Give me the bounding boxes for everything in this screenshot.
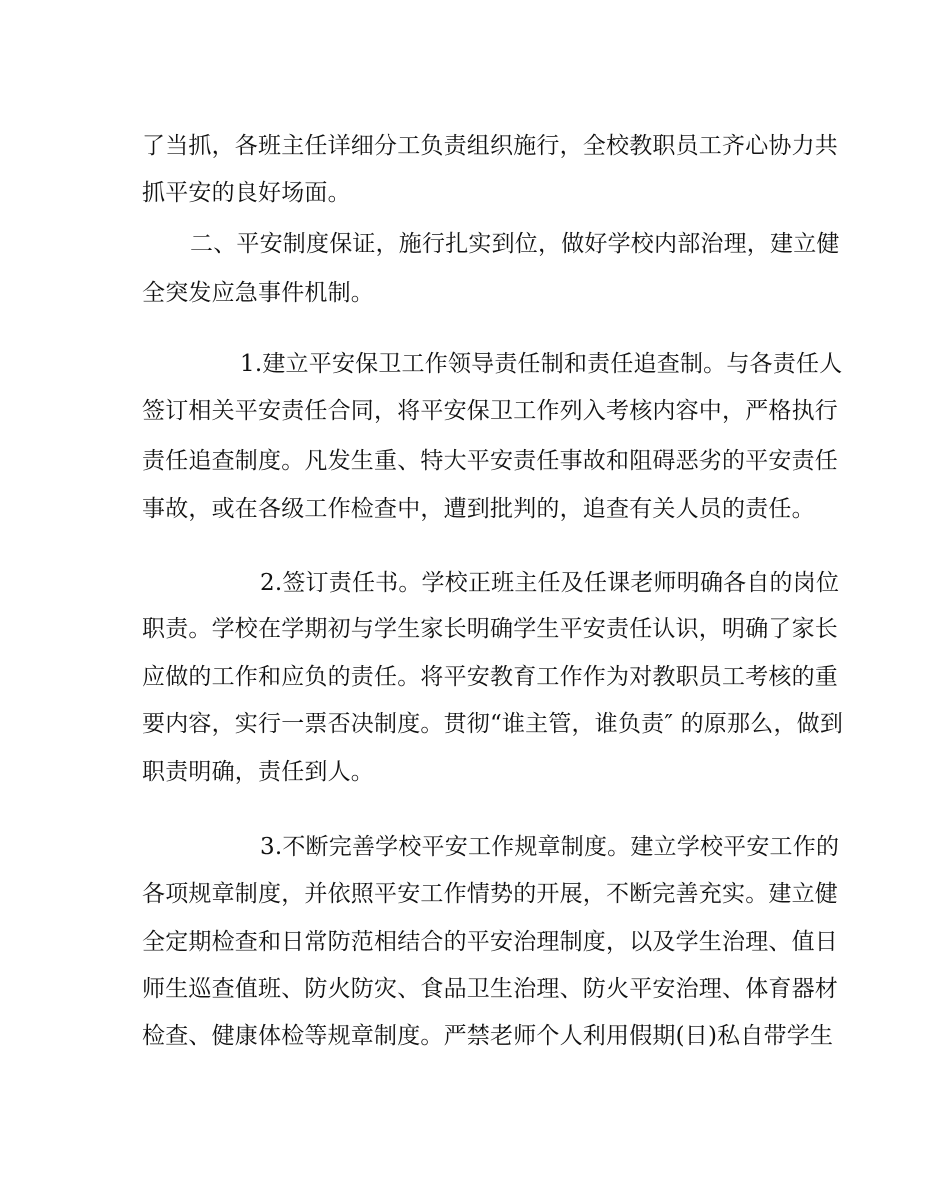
section-heading: 二、平安制度保证，施行扎实到位，做好学校内部治理，建立健	[190, 231, 840, 257]
text-line: 师生巡查值班、防火防灾、食品卫生治理、防火平安治理、体育器材	[142, 976, 838, 1002]
text-line: 全突发应急事件机制。	[142, 280, 374, 306]
text-line: 职责。学校在学期初与学生家长明确学生平安责任认识，明确了家长	[142, 616, 838, 642]
text-line: 了当抓，各班主任详细分工负责组织施行，全校教职员工齐心协力共	[142, 133, 838, 159]
text-line: 职责明确，责任到人。	[142, 759, 374, 785]
text-line: 抓平安的良好场面。	[142, 180, 351, 206]
list-item-heading: 2.签订责任书。学校正班主任及任课老师明确各自的岗位	[260, 570, 840, 596]
text-line: 应做的工作和应负的责任。将平安教育工作作为对教职员工考核的重	[142, 664, 838, 690]
text-line: 全定期检查和日常防范相结合的平安治理制度，以及学生治理、值日	[142, 929, 838, 955]
text-line: 责任追查制度。凡发生重、特大平安责任事故和阻碍恶劣的平安责任	[142, 448, 838, 474]
text-line: 要内容，实行一票否决制度。贯彻“谁主管，谁负责″ 的原那么，做到	[142, 711, 844, 737]
list-item-heading: 3.不断完善学校平安工作规章制度。建立学校平安工作的	[260, 834, 840, 860]
text-line: 各项规章制度，并依照平安工作情势的开展，不断完善充实。建立健	[142, 881, 838, 907]
text-line: 签订相关平安责任合同，将平安保卫工作列入考核内容中，严格执行	[142, 398, 838, 424]
list-item-heading: 1.建立平安保卫工作领导责任制和责任追查制。与各责任人	[240, 351, 843, 377]
text-line: 事故，或在各级工作检查中，遭到批判的，追查有关人员的责任。	[142, 496, 815, 522]
text-line: 检查、健康体检等规章制度。严禁老师个人利用假期(日)私自带学生	[142, 1023, 834, 1049]
